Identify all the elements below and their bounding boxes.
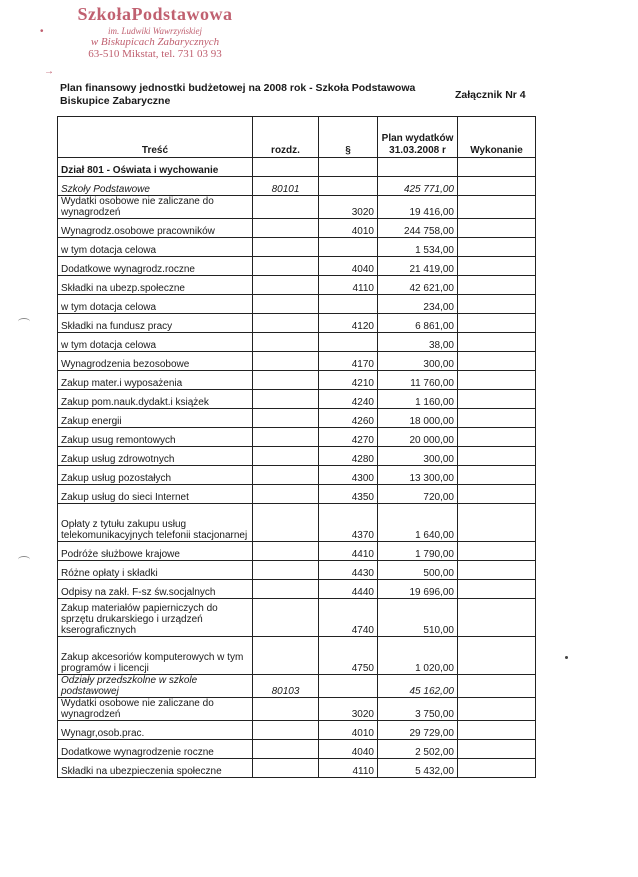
row-plan: 19 416,00 xyxy=(378,196,458,219)
table-row xyxy=(58,561,536,580)
table-row xyxy=(58,257,536,276)
row-plan: 234,00 xyxy=(378,295,458,314)
row-plan: 720,00 xyxy=(378,485,458,504)
row-text: Podróże służbowe krajowe xyxy=(58,542,253,561)
row-paragraph xyxy=(319,675,378,698)
row-text: Odziały przedszkolne w szkole podstawowej xyxy=(58,675,253,698)
row-wykonanie xyxy=(458,333,536,352)
row-text: w tym dotacja celowa xyxy=(58,295,253,314)
row-paragraph: 4170 xyxy=(319,352,378,371)
row-wykonanie xyxy=(458,352,536,371)
row-text: Zakup energii xyxy=(58,409,253,428)
row-wykonanie xyxy=(458,219,536,238)
row-text: Dział 801 - Oświata i wychowanie xyxy=(58,158,253,177)
row-wykonanie xyxy=(458,485,536,504)
row-wykonanie xyxy=(458,561,536,580)
table-row xyxy=(58,580,536,599)
document-title xyxy=(60,82,440,108)
row-paragraph: 4350 xyxy=(319,485,378,504)
row-paragraph xyxy=(319,333,378,352)
row-plan: 1 160,00 xyxy=(378,390,458,409)
table-row xyxy=(58,599,536,637)
row-paragraph: 4120 xyxy=(319,314,378,333)
row-rozdz xyxy=(253,637,319,675)
row-rozdz xyxy=(253,721,319,740)
row-paragraph: 3020 xyxy=(319,196,378,219)
row-plan: 45 162,00 xyxy=(378,675,458,698)
row-wykonanie xyxy=(458,409,536,428)
row-paragraph xyxy=(319,238,378,257)
row-wykonanie xyxy=(458,257,536,276)
row-plan: 13 300,00 xyxy=(378,466,458,485)
row-plan: 19 696,00 xyxy=(378,580,458,599)
row-text: Składki na ubezpieczenia społeczne xyxy=(58,759,253,778)
table-row xyxy=(58,333,536,352)
table-row xyxy=(58,428,536,447)
row-paragraph: 4410 xyxy=(319,542,378,561)
header-rozdz: rozdz. xyxy=(253,117,319,158)
row-paragraph: 3020 xyxy=(319,698,378,721)
header-wykonanie: Wykonanie xyxy=(458,117,536,158)
stamp-bullet-icon: • xyxy=(40,26,44,37)
table-row xyxy=(58,371,536,390)
row-text: Szkoły Podstawowe xyxy=(58,177,253,196)
budget-table xyxy=(57,116,536,778)
row-text: Składki na fundusz pracy xyxy=(58,314,253,333)
row-paragraph: 4260 xyxy=(319,409,378,428)
row-text: Zakup pom.nauk.dydakt.i książek xyxy=(58,390,253,409)
row-wykonanie xyxy=(458,721,536,740)
row-rozdz xyxy=(253,740,319,759)
row-plan: 425 771,00 xyxy=(378,177,458,196)
table-row xyxy=(58,466,536,485)
header-tresc: Treść xyxy=(58,117,253,158)
table-row xyxy=(58,759,536,778)
row-text: Odpisy na zakł. F-sz św.socjalnych xyxy=(58,580,253,599)
row-plan: 5 432,00 xyxy=(378,759,458,778)
row-rozdz xyxy=(253,409,319,428)
row-paragraph: 4270 xyxy=(319,428,378,447)
row-wykonanie xyxy=(458,428,536,447)
row-paragraph: 4040 xyxy=(319,740,378,759)
row-rozdz xyxy=(253,390,319,409)
row-rozdz xyxy=(253,276,319,295)
row-wykonanie xyxy=(458,447,536,466)
row-wykonanie xyxy=(458,759,536,778)
row-plan: 20 000,00 xyxy=(378,428,458,447)
row-plan xyxy=(378,158,458,177)
row-wykonanie xyxy=(458,276,536,295)
row-plan: 510,00 xyxy=(378,599,458,637)
stamp-address: 63-510 Mikstat, tel. 731 03 93 xyxy=(88,48,222,60)
row-rozdz xyxy=(253,196,319,219)
annex-label: Załącznik Nr 4 xyxy=(455,89,526,101)
row-wykonanie xyxy=(458,314,536,333)
row-text: Wydatki osobowe nie zaliczane do wynagrodzeń xyxy=(58,196,253,219)
punch-hole-mark xyxy=(18,556,30,563)
row-text: Dodatkowe wynagrodz.roczne xyxy=(58,257,253,276)
row-plan: 1 020,00 xyxy=(378,637,458,675)
row-paragraph: 4110 xyxy=(319,276,378,295)
row-rozdz xyxy=(253,352,319,371)
row-rozdz xyxy=(253,238,319,257)
table-row xyxy=(58,740,536,759)
row-rozdz xyxy=(253,599,319,637)
row-paragraph: 4280 xyxy=(319,447,378,466)
row-rozdz xyxy=(253,447,319,466)
row-rozdz xyxy=(253,759,319,778)
row-wykonanie xyxy=(458,542,536,561)
row-plan: 21 419,00 xyxy=(378,257,458,276)
row-rozdz: 80101 xyxy=(253,177,319,196)
row-rozdz xyxy=(253,485,319,504)
row-rozdz xyxy=(253,698,319,721)
row-wykonanie xyxy=(458,637,536,675)
table-row xyxy=(58,637,536,675)
stamp-location: w Biskupicach Zabarycznych xyxy=(90,36,220,48)
row-paragraph: 4110 xyxy=(319,759,378,778)
punch-hole-mark xyxy=(18,318,30,325)
row-rozdz xyxy=(253,333,319,352)
row-text: Różne opłaty i składki xyxy=(58,561,253,580)
row-plan: 42 621,00 xyxy=(378,276,458,295)
row-text: Zakup materiałów papierniczych do sprzętu drukarskiego i urządzeń kserograficznych xyxy=(58,599,253,637)
row-wykonanie xyxy=(458,196,536,219)
row-paragraph: 4440 xyxy=(319,580,378,599)
row-plan: 244 758,00 xyxy=(378,219,458,238)
row-text: Dodatkowe wynagrodzenie roczne xyxy=(58,740,253,759)
table-row xyxy=(58,158,536,177)
row-paragraph xyxy=(319,295,378,314)
row-wykonanie xyxy=(458,466,536,485)
row-wykonanie xyxy=(458,504,536,542)
table-row xyxy=(58,219,536,238)
title-line-1: Plan finansowy jednostki budżetowej na 2008 rok - Szkoła Podstawowa xyxy=(60,82,416,94)
row-wykonanie xyxy=(458,390,536,409)
row-text: Zakup mater.i wyposażenia xyxy=(58,371,253,390)
row-plan: 3 750,00 xyxy=(378,698,458,721)
row-rozdz xyxy=(253,257,319,276)
row-plan: 300,00 xyxy=(378,447,458,466)
table-row xyxy=(58,447,536,466)
row-plan: 29 729,00 xyxy=(378,721,458,740)
row-rozdz xyxy=(253,428,319,447)
stamp-arrow-icon: → xyxy=(44,66,54,77)
table-row xyxy=(58,314,536,333)
row-rozdz xyxy=(253,561,319,580)
row-rozdz xyxy=(253,371,319,390)
row-rozdz: 80103 xyxy=(253,675,319,698)
row-paragraph: 4010 xyxy=(319,219,378,238)
row-text: w tym dotacja celowa xyxy=(58,238,253,257)
row-text: Zakup akcesoriów komputerowych w tym programów i licencji xyxy=(58,637,253,675)
header-paragraph: § xyxy=(319,117,378,158)
row-plan: 1 790,00 xyxy=(378,542,458,561)
row-wykonanie xyxy=(458,675,536,698)
row-text: Zakup usług pozostałych xyxy=(58,466,253,485)
row-plan: 2 502,00 xyxy=(378,740,458,759)
row-rozdz xyxy=(253,542,319,561)
row-plan: 18 000,00 xyxy=(378,409,458,428)
table-row xyxy=(58,409,536,428)
table-row xyxy=(58,238,536,257)
row-plan: 38,00 xyxy=(378,333,458,352)
row-paragraph: 4010 xyxy=(319,721,378,740)
table-row xyxy=(58,177,536,196)
row-paragraph: 4370 xyxy=(319,504,378,542)
row-plan: 300,00 xyxy=(378,352,458,371)
row-rozdz xyxy=(253,295,319,314)
table-row xyxy=(58,196,536,219)
row-text: Zakup usug remontowych xyxy=(58,428,253,447)
row-plan: 1 640,00 xyxy=(378,504,458,542)
row-wykonanie xyxy=(458,158,536,177)
table-row xyxy=(58,721,536,740)
row-paragraph: 4300 xyxy=(319,466,378,485)
row-paragraph: 4430 xyxy=(319,561,378,580)
row-plan: 1 534,00 xyxy=(378,238,458,257)
row-text: Wynagrodz.osobowe pracowników xyxy=(58,219,253,238)
row-wykonanie xyxy=(458,177,536,196)
row-text: Wydatki osobowe nie zaliczane do wynagrodzeń xyxy=(58,698,253,721)
row-wykonanie xyxy=(458,599,536,637)
row-rozdz xyxy=(253,219,319,238)
header-plan: Plan wydatków 31.03.2008 r xyxy=(378,117,458,158)
row-plan: 500,00 xyxy=(378,561,458,580)
table-row xyxy=(58,295,536,314)
row-paragraph xyxy=(319,158,378,177)
row-rozdz xyxy=(253,466,319,485)
stamp-school-name: SzkołaPodstawowa xyxy=(77,4,233,24)
row-paragraph: 4040 xyxy=(319,257,378,276)
row-wykonanie xyxy=(458,698,536,721)
row-text: Wynagr,osob.prac. xyxy=(58,721,253,740)
table-row xyxy=(58,504,536,542)
row-wykonanie xyxy=(458,740,536,759)
table-row xyxy=(58,390,536,409)
table-row xyxy=(58,698,536,721)
row-wykonanie xyxy=(458,371,536,390)
row-rozdz xyxy=(253,158,319,177)
row-wykonanie xyxy=(458,580,536,599)
row-text: Opłaty z tytułu zakupu usług telekomunikacyjnych telefonii stacjonarnej xyxy=(58,504,253,542)
row-paragraph: 4750 xyxy=(319,637,378,675)
title-line-2: Biskupice Zabaryczne xyxy=(60,95,171,107)
row-text: w tym dotacja celowa xyxy=(58,333,253,352)
table-row xyxy=(58,675,536,698)
row-rozdz xyxy=(253,314,319,333)
row-text: Wynagrodzenia bezosobowe xyxy=(58,352,253,371)
row-paragraph xyxy=(319,177,378,196)
stamp-patron: im. Ludwiki Wawrzyńskiej xyxy=(108,26,202,36)
table-row xyxy=(58,352,536,371)
row-plan: 6 861,00 xyxy=(378,314,458,333)
row-wykonanie xyxy=(458,238,536,257)
table-row xyxy=(58,276,536,295)
table-header-row xyxy=(58,117,536,158)
row-text: Zakup usług zdrowotnych xyxy=(58,447,253,466)
row-paragraph: 4210 xyxy=(319,371,378,390)
row-rozdz xyxy=(253,580,319,599)
scan-speck xyxy=(565,656,568,659)
row-text: Zakup usług do sieci Internet xyxy=(58,485,253,504)
row-text: Składki na ubezp.społeczne xyxy=(58,276,253,295)
row-plan: 11 760,00 xyxy=(378,371,458,390)
table-row xyxy=(58,542,536,561)
row-wykonanie xyxy=(458,295,536,314)
table-row xyxy=(58,485,536,504)
row-rozdz xyxy=(253,504,319,542)
school-stamp xyxy=(55,4,255,60)
row-paragraph: 4240 xyxy=(319,390,378,409)
row-paragraph: 4740 xyxy=(319,599,378,637)
